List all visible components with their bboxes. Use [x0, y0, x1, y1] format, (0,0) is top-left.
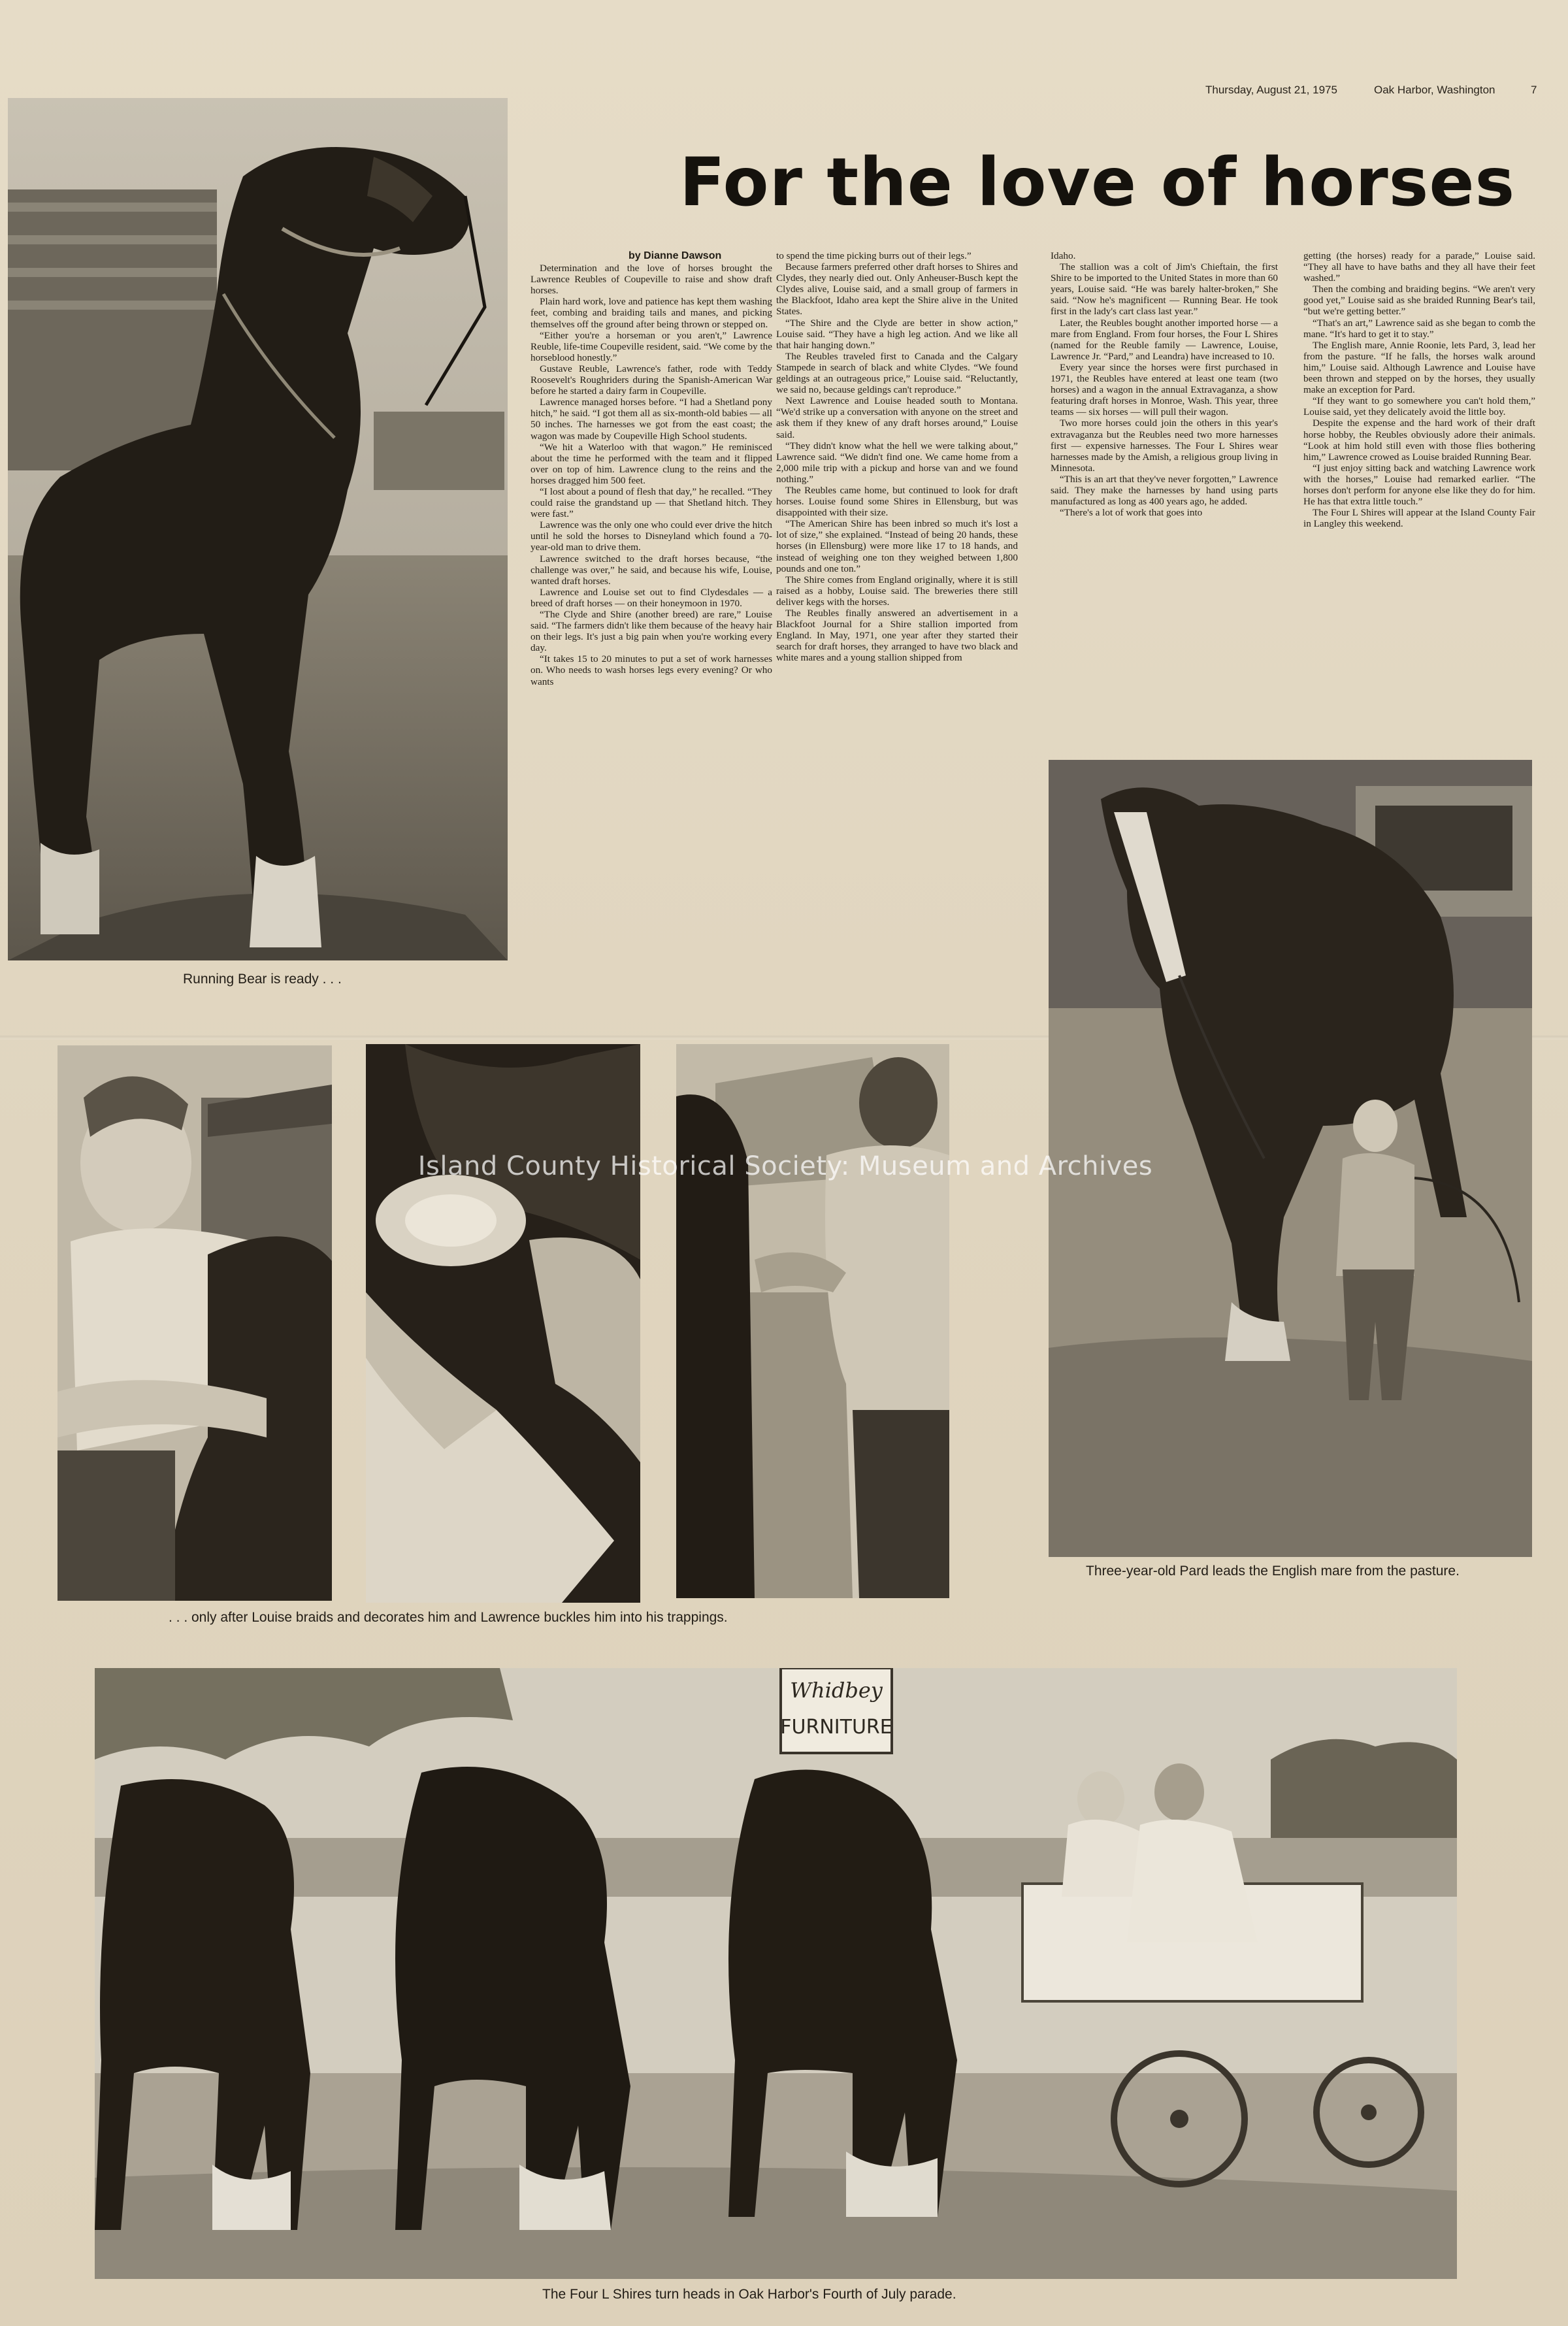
article-paragraph: “I lost about a pound of flesh that day,” he recalled. “They could raise the grandstand up — that Shetland hitch. They were fast.” — [531, 485, 772, 520]
sign-furniture: FURNITURE — [780, 1716, 892, 1739]
article-paragraph: Lawrence switched to the draft horses because, “the challenge was over,” he said, and because his wife, Louise, wanted draft horses. — [531, 553, 772, 587]
article-paragraph: Two more horses could join the others in this year's extravaganza but the Reubles need two more harnesses first — expensive harnesses. The Four L Shires wear harnesses made by the Amish, a religious group living in Minnesota. — [1051, 418, 1278, 474]
article-paragraph: “This is an art that they've never forgotten,” Lawrence said. They make the harnesses by hand using parts manufactured as long as 400 years ago, he added. — [1051, 473, 1278, 508]
article-paragraph: The Four L Shires will appear at the Island County Fair in Langley this weekend. — [1303, 507, 1535, 530]
caption-parade: The Four L Shires turn heads in Oak Harbor's Fourth of July parade. — [542, 2287, 956, 2302]
article-column-2 — [776, 250, 1018, 956]
article-paragraph: Then the combing and braiding begins. “We aren't very good yet,” Louise said as she braided Running Bear's tail, “but we're getting better.” — [1303, 284, 1535, 318]
man-with-horse-illustration — [57, 1045, 332, 1601]
issue-place: Oak Harbor, Washington — [1374, 84, 1495, 96]
article-paragraph: to spend the time picking burrs out of their legs.” — [776, 250, 972, 261]
article-paragraph: Idaho. — [1051, 250, 1076, 261]
photo-parade — [95, 1668, 1457, 2279]
article-paragraph: Every year since the horses were first purchased in 1971, the Reubles have entered at least one team (two horses) and a wagon in the annual Extravaganza, a show featuring draft horses in Monroe, Wash. This year, three teams — six horses — will pull their wagon. — [1051, 361, 1278, 418]
article-paragraph: Gustave Reuble, Lawrence's father, rode with Teddy Roosevelt's Roughriders during the Spanish-American War before he started a dairy farm in Coupeville. — [531, 363, 772, 397]
caption-pard: Three-year-old Pard leads the English mare from the pasture. — [1086, 1564, 1460, 1579]
article-paragraph: Plain hard work, love and patience has kept them washing feet, combing and braiding tails and manes, and picking themselves off the ground after being thrown or stepped on. — [531, 296, 772, 330]
article-paragraph: “The Clyde and Shire (another breed) are rare,” Louise said. “The farmers didn't like them because of the heavy hair on their legs. It's just a big pain when you're working every day. — [531, 609, 772, 654]
article-paragraph: Determination and the love of horses brought the Lawrence Reubles of Coupeville to raise and show draft horses. — [531, 263, 772, 297]
photo-grooming-3 — [676, 1044, 949, 1598]
article-paragraph: The Reubles came home, but continued to look for draft horses. Louise found some Shires in Ellensburg, but was disappointed with their size. — [776, 484, 1018, 519]
article-paragraph: “They didn't know what the hell we were talking about,” Lawrence said. “We didn't find one. We came home from a 2,000 mile trip with a pickup and horse van and we found nothing.” — [776, 440, 1018, 485]
article-paragraph: “The Shire and the Clyde are better in show action,” Louise said. “They have a high leg action. And we like all that hair hanging down.” — [776, 317, 1018, 351]
article-column-1 — [531, 250, 772, 956]
article-paragraph: “It takes 15 to 20 minutes to put a set of work harnesses on. Who needs to wash horses legs every evening? Or who wants — [531, 653, 772, 687]
headline: For the love of horses — [679, 144, 1516, 221]
article-paragraph: “I just enjoy sitting back and watching Lawrence work with the horses,” Louise had remarked earlier. “The horses don't perform for anyone else like they do for him. He has that extra little touch.” — [1303, 462, 1535, 508]
issue-date: Thursday, August 21, 1975 — [1205, 84, 1337, 96]
article-paragraph: The Reubles finally answered an advertisement in a Blackfoot Journal for a Shire stallion imported from England. In May, 1971, one year after they started their search for draft horses, they arranged to have two black and white mares and a young stallion shipped from — [776, 608, 1018, 664]
article-paragraph: “There's a lot of work that goes into — [1060, 507, 1203, 519]
sign-whidbey: Whidbey — [790, 1678, 883, 1703]
article-paragraph: “The American Shire has been inbred so much it's lost a lot of size,” she explained. “Instead of being 20 hands, these horses (in Ellensburg) were more like 17 to 18 hands, and instead of weighing one ton they weighed between 1,800 pounds and one ton.” — [776, 518, 1018, 574]
article-paragraph: Because farmers preferred other draft horses to Shires and Clydes, they nearly died out. Only Anheuser-Busch kept the Clydes alive, Louise said, and a small group of farmers in the Blackfoot, Idaho area kept the Shire alive in the United States. — [776, 261, 1018, 318]
article-paragraph: The Reubles traveled first to Canada and the Calgary Stampede in search of black and white Clydes. “We found geldings at an outrageous price,” Louise said. “Reluctantly, we said no, because geldings can't reproduce.” — [776, 350, 1018, 396]
article-paragraph: Later, the Reubles bought another imported horse — a mare from England. From four horses, the Four L Shires (named for the Reuble family — Lawrence, Louise, Lawrence Jr. “Pard,” and Leandra) have increased to 10. — [1051, 317, 1278, 362]
article-paragraph: The stallion was a colt of Jim's Chieftain, the first Shire to be imported to the United States in more than 60 years, Louise said. “He was barely halter-broken,” She said. “Now he's magnificent — Running Bear. He took first in the lady's cart class last year.” — [1051, 261, 1278, 318]
photo-grooming-2 — [366, 1044, 640, 1603]
article-paragraph: The Shire comes from England originally, where it is still raised as a hobby, Louise said. The breweries there still deliver kegs with the horses. — [776, 574, 1018, 608]
article-paragraph: “That's an art,” Lawrence said as she began to comb the mane. “It's hard to get it to stay.” — [1303, 317, 1535, 340]
archive-watermark: Island County Historical Society: Museum and Archives — [417, 1151, 1153, 1181]
article-paragraph: Lawrence managed horses before. “I had a Shetland pony hitch,” he said. “I got them all as six-month-old babies — all 50 inches. The harnesses we got from the east coast; the wagon was made by Coupeville High School students. — [531, 397, 772, 442]
article-paragraph: getting (the horses) ready for a parade,” Louise said. “They all have to have baths and they all have their feet washed.” — [1303, 250, 1535, 284]
article-paragraph: Despite the expense and the hard work of their draft horse hobby, the Reubles obviously adore their animals. “Look at him hold still even with those flies bothering him,” Lawrence crowed as Louise braided Running Bear. — [1303, 418, 1535, 463]
caption-braids: . . . only after Louise braids and decorates him and Lawrence buckles him into his trappings. — [169, 1610, 728, 1625]
folio-line — [1205, 84, 1545, 110]
article-column-4 — [1303, 250, 1535, 708]
article-paragraph: Next Lawrence and Louise headed south to Montana. “We'd strike up a conversation with anyone on the street and ask them if they knew of any draft horses around,” Louise said. — [776, 395, 1018, 440]
parade-team-illustration — [95, 1668, 1457, 2279]
page-number: 7 — [1531, 84, 1537, 96]
photo-running-bear — [8, 98, 508, 960]
photo-grooming-1 — [57, 1045, 332, 1601]
braiding-mane-illustration — [366, 1044, 640, 1603]
article-paragraph: Lawrence and Louise set out to find Clydesdales — a breed of draft horses — on their honeymoon in 1970. — [531, 586, 772, 609]
article-paragraph: “Either you're a horseman or you aren't,” Lawrence Reuble, life-time Coupeville resident, said. “We come by the horseblood honestly.” — [531, 329, 772, 363]
horse-portrait-illustration — [8, 98, 508, 960]
article-paragraph: “We hit a Waterloo with that wagon.” He reminisced about the time he performed with the team and it flipped over on top of him. Lawrence clung to the reins and the horses dragged him 500 feet. — [531, 441, 772, 486]
byline: by Dianne Dawson — [629, 250, 722, 261]
article-column-3 — [1051, 250, 1278, 708]
article-paragraph: “If they want to go somewhere you can't hold them,” Louise said, yet they delicately avoid the little boy. — [1303, 395, 1535, 418]
article-paragraph: Lawrence was the only one who could ever drive the hitch until he sold the horses to Disneyland which found a 70-year-old man to drive them. — [531, 519, 772, 553]
article-paragraph: The English mare, Annie Roonie, lets Pard, 3, lead her from the pasture. “If he falls, the horses walk around him,” Louise said. Although Lawrence and Louise have been thrown and stepped on by the horses, they usually make an exception for Pard. — [1303, 339, 1535, 396]
buckling-harness-illustration — [676, 1044, 949, 1598]
caption-running-bear: Running Bear is ready . . . — [183, 972, 342, 987]
